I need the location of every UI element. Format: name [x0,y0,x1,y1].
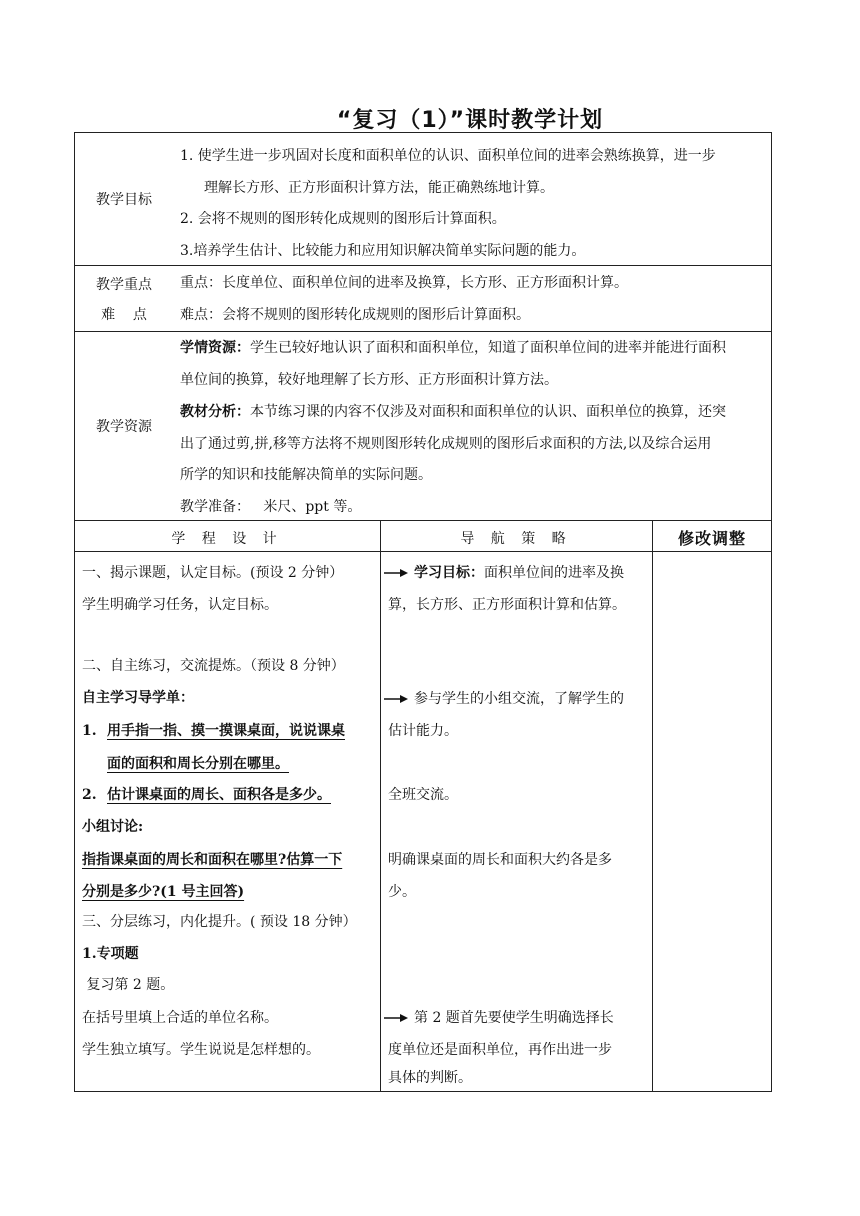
design-task-1: 用手指一指、摸一摸课桌面，说说课桌 [107,723,345,739]
strategy-1-title: 学习目标： [414,565,484,581]
keypoints-difficulty: 难点：会将不规则的图形转化成规则的图形后计算面积。 [180,307,530,323]
strategy-5-line-2: 度单位还是面积单位，再作出进一步 [388,1042,612,1058]
resources-learn-line-2: 单位间的换算，较好地理解了长方形、正方形面积计算方法。 [180,372,558,388]
resources-learn-title: 学情资源： [180,340,250,356]
arrow-right-icon [384,568,408,578]
resources-material-title: 教材分析： [180,404,250,420]
strategy-5-line-1 [384,1003,614,1034]
design-num-2: 2. [82,787,97,803]
resources-label: 教学资源 [96,419,152,435]
strategy-2-text: 参与学生的小组交流，了解学生的 [414,691,624,707]
design-line-13: 三、分层练习，内化提升。( 预设 18 分钟） [82,914,357,930]
design-line-17: 学生独立填写。学生说说是怎样想的。 [82,1042,320,1058]
resources-material-text-1: 本节练习课的内容不仅涉及对面积和面积单位的认识、面积单位的换算，还突 [250,404,726,420]
goals-item-3: 3.培养学生估计、比较能力和应用知识解决简单实际问题的能力。 [180,243,586,259]
header-design: 学 程 设 计 [171,531,283,547]
strategy-3: 全班交流。 [388,787,458,803]
design-line-15: 复习第 2 题。 [82,977,175,993]
design-line-16: 在括号里填上合适的单位名称。 [82,1010,278,1026]
strategy-1-line-2: 算，长方形、正方形面积计算和估算。 [388,597,626,613]
column-divider-1 [380,520,381,1092]
design-discussion: 小组讨论: [82,819,144,835]
strategy-2-line-2: 估计能力。 [388,723,458,739]
arrow-right-icon [384,694,408,704]
design-line-4: 自主学习导学单： [82,690,194,706]
design-line-14: 1.专项题 [82,946,139,962]
resources-material-line-1 [180,397,726,428]
design-line-1: 一、揭示课题，认定目标。(预设 2 分钟） [82,565,344,581]
design-discussion-2: 分别是多少?(1 号主回答) [82,884,245,900]
resources-material-line-3: 所学的知识和技能解决简单的实际问题。 [180,467,432,483]
design-line-3: 二、自主练习，交流提炼。（预设 8 分钟） [82,658,345,674]
header-strategy: 导 航 策 略 [460,531,572,547]
strategy-5-line-3: 具体的判断。 [388,1070,472,1086]
goals-item-1: 1. 使学生进一步巩固对长度和面积单位的认识、面积单位间的进率会熟练换算，进一步 [180,148,716,164]
design-discussion-1: 指指课桌面的周长和面积在哪里?估算一下 [82,852,343,868]
resources-material-line-2: 出了通过剪,拼,移等方法将不规则图形转化成规则的图形后求面积的方法,以及综合运用 [180,436,712,452]
design-task-2: 估计课桌面的周长、面积各是多少。 [107,787,331,803]
design-line-2: 学生明确学习任务，认定目标。 [82,597,278,613]
strategy-5-text: 第 2 题首先要使学生明确选择长 [414,1010,614,1026]
goals-label: 教学目标 [96,192,152,208]
resources-learn-text-1: 学生已较好地认识了面积和面积单位，知道了面积单位间的进率并能进行面积 [250,340,726,356]
strategy-2-line-1 [384,684,624,715]
goals-item-1-cont: 理解长方形、正方形面积计算方法，能正确熟练地计算。 [204,180,554,196]
keypoints-key: 重点：长度单位、面积单位间的进率及换算，长方形、正方形面积计算。 [180,275,628,291]
strategy-4-line-2: 少。 [388,884,416,900]
resources-prep: 教学准备： 米尺、ppt 等。 [180,499,362,515]
arrow-right-icon [384,1013,408,1023]
keypoints-label-1: 教学重点 [96,277,152,293]
design-task-1-cont: 面的面积和周长分别在哪里。 [107,756,289,772]
design-num-1: 1. [82,723,97,739]
strategy-4-line-1: 明确课桌面的周长和面积大约各是多 [388,852,612,868]
page-title: “复习（1）”课时教学计划 [336,108,604,133]
strategy-1-text: 面积单位间的进率及换 [484,565,624,581]
resources-learn-line-1 [180,333,726,364]
column-divider-2 [652,520,653,1092]
header-adjust: 修改调整 [677,529,746,548]
strategy-1-line-1 [384,558,624,589]
keypoints-label-2: 难 点 [101,307,147,323]
goals-item-2: 2. 会将不规则的图形转化成规则的图形后计算面积。 [180,211,506,227]
